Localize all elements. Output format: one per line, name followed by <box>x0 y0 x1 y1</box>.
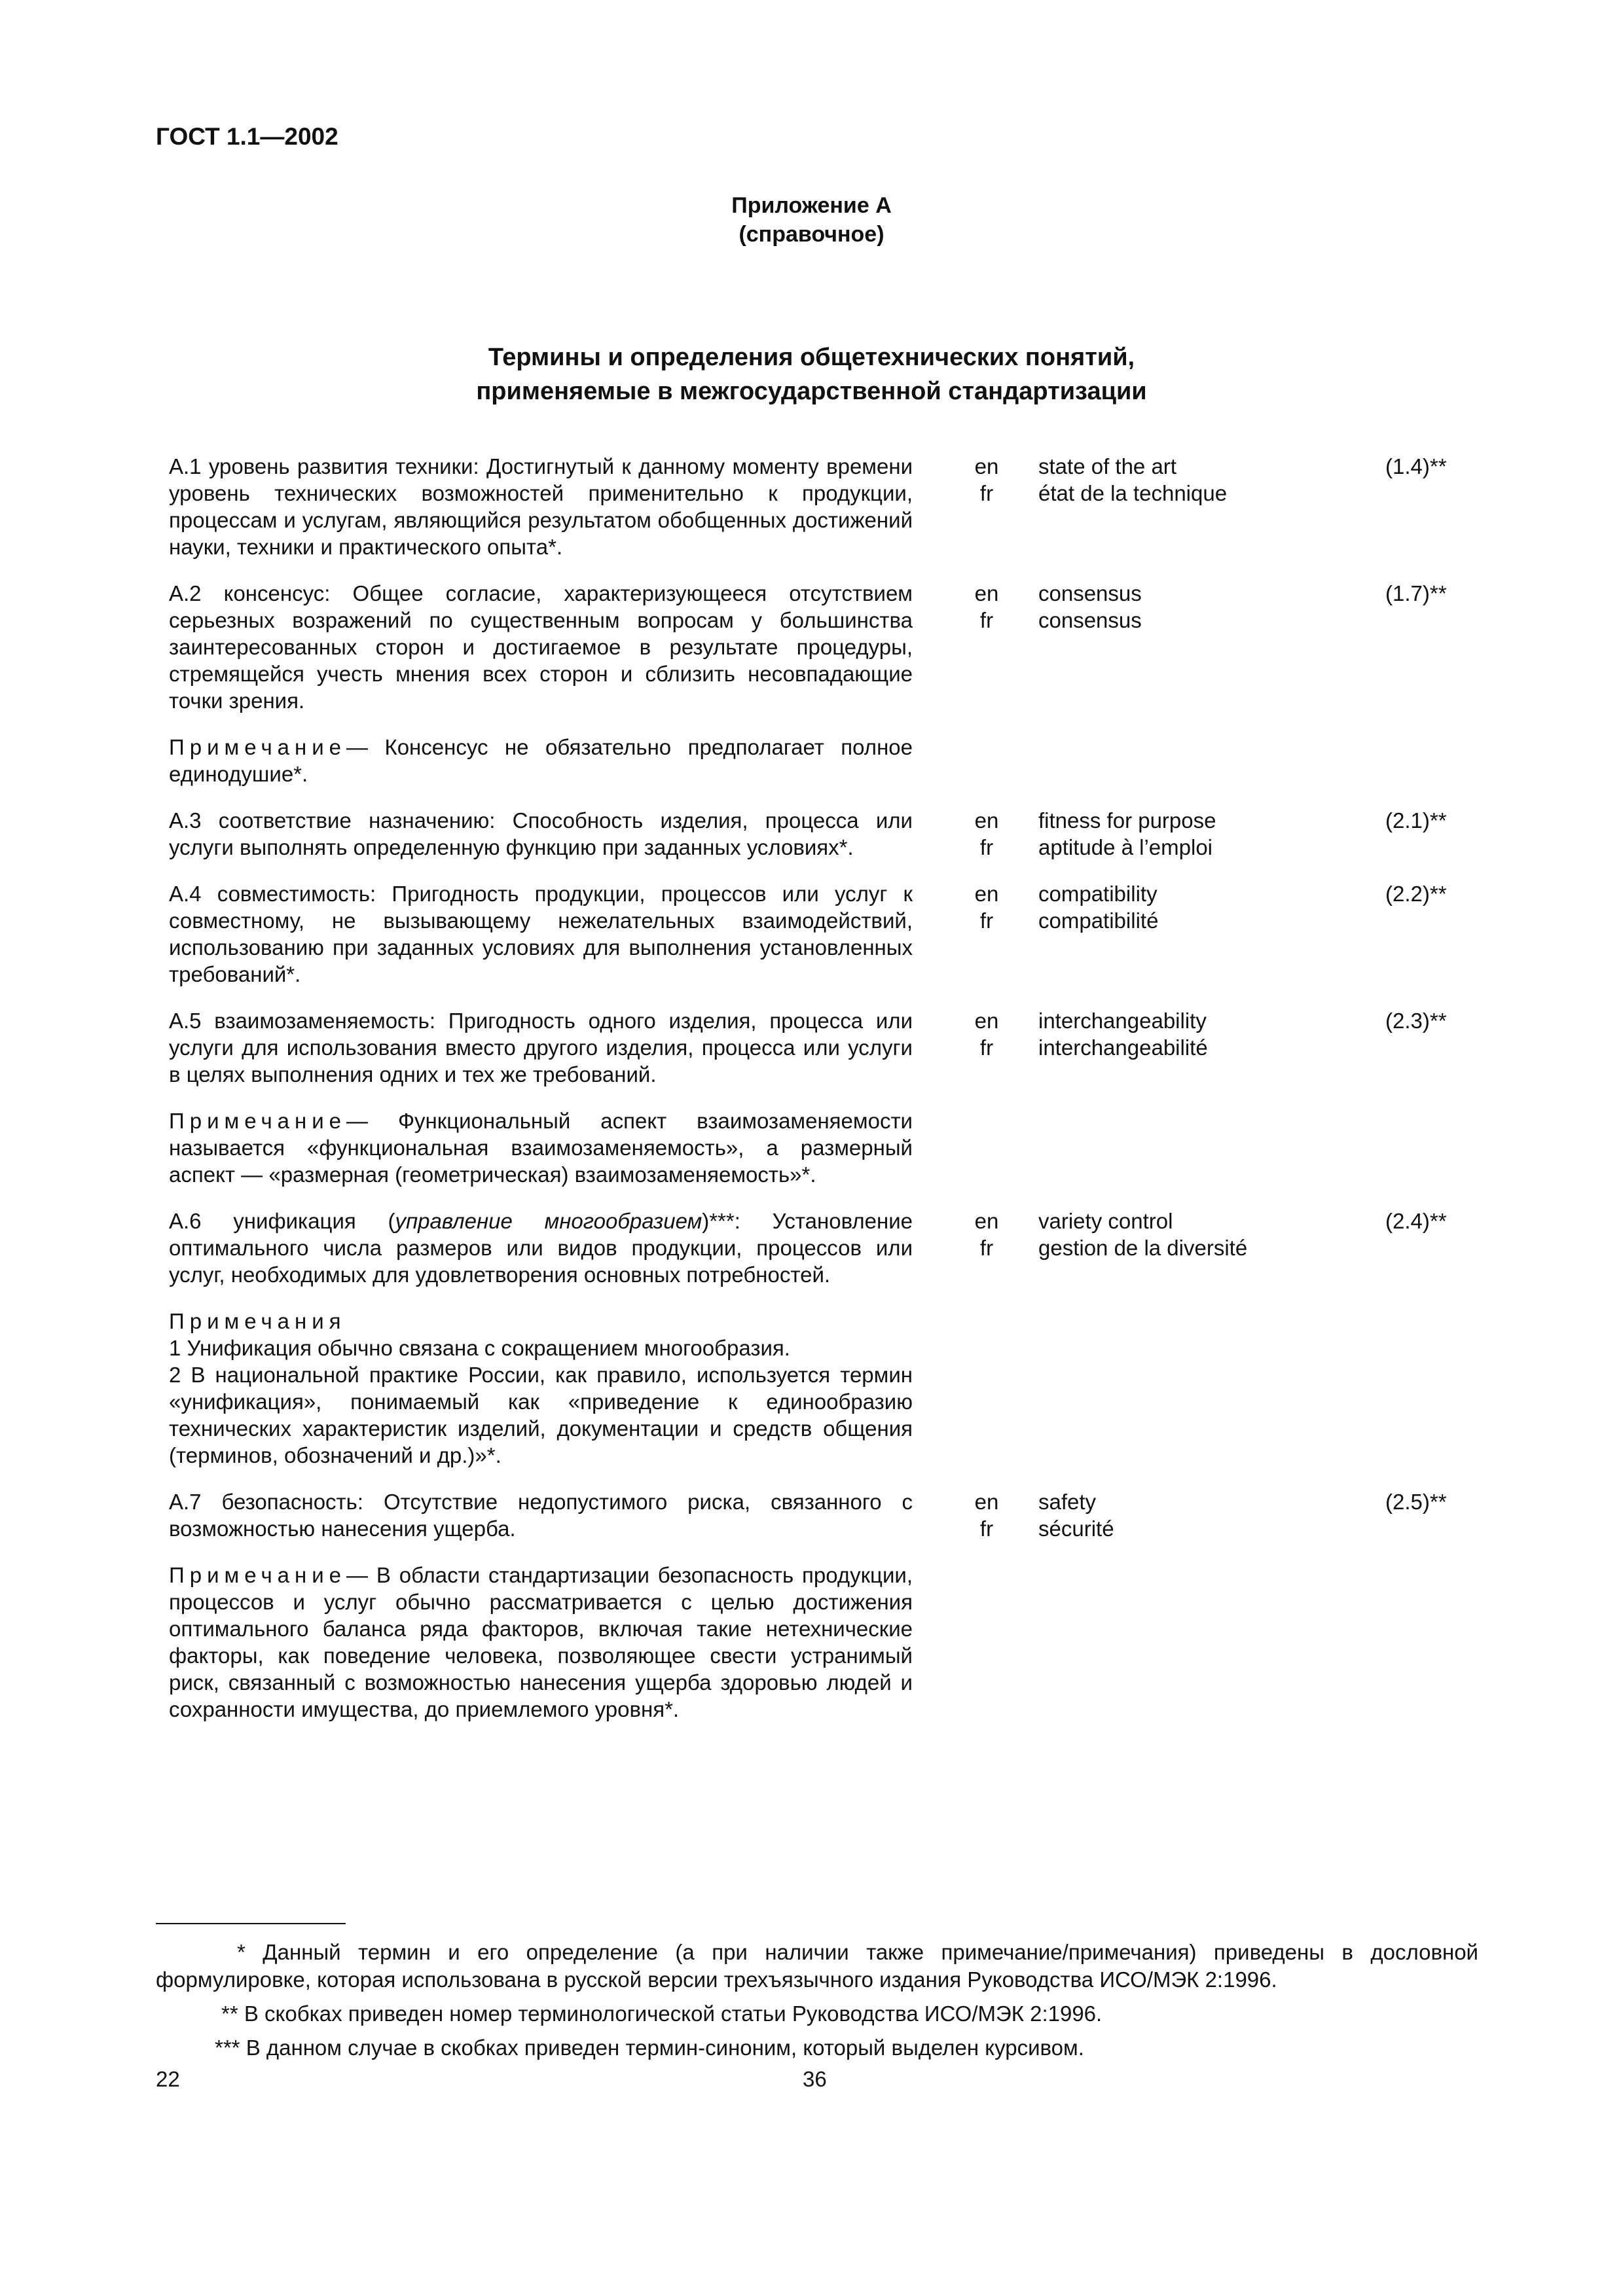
language-codes <box>951 580 1023 634</box>
term-reference: (1.7)** <box>1385 581 1447 605</box>
lang-en: en <box>974 454 999 478</box>
term-entry-a2 <box>169 580 1465 714</box>
language-codes <box>951 1208 1023 1261</box>
term-en: interchangeability <box>1038 1009 1207 1033</box>
appendix-title: Приложение А <box>731 193 892 218</box>
language-codes <box>951 807 1023 861</box>
term-definition: А.2 консенсус: Общее согласие, характеризующееся отсутствием серьезных возражений по существенным вопросам у большинства заинтересованных сторон и достигаемое в результате процедуры, стремящейся учесть мнения всех сторон и сблизить несовпадающие точки зрения. <box>169 581 913 713</box>
notes-label: Примечания <box>169 1309 346 1333</box>
term-fr: gestion de la diversité <box>1038 1236 1248 1260</box>
note-label: Примечание <box>169 1109 347 1133</box>
section-title <box>0 340 1623 408</box>
term-fr: interchangeabilité <box>1038 1035 1208 1060</box>
term-definition: А.7 безопасность: Отсутствие недопустимого риска, связанного с возможностью нанесения ущерба. <box>169 1490 913 1541</box>
term-fr: consensus <box>1038 608 1142 632</box>
term-equivalents <box>1038 580 1379 634</box>
term-reference: (2.2)** <box>1385 882 1447 906</box>
term-equivalents <box>1038 1488 1379 1542</box>
appendix-heading <box>0 191 1623 249</box>
definition-prefix: А.6 унификация ( <box>169 1209 395 1233</box>
lang-en: en <box>974 808 999 833</box>
lang-fr: fr <box>979 908 994 933</box>
lang-en: en <box>974 882 999 906</box>
term-note <box>169 1562 913 1723</box>
term-equivalents <box>1038 453 1379 507</box>
note-text: — В области стандартизации безопасность продукции, процессов и услуг обычно рассматривается с целью достижения оптимального баланса ряда факторов, включая такие нетехнические факторы, как поведение человека, позволяющее свести устранимый риск, связанный с возможностью нанесения ущерба здоровью людей и сохранности имущества, до приемлемого уровня*. <box>169 1563 913 1721</box>
term-en: variety control <box>1038 1209 1173 1233</box>
term-equivalents <box>1038 1208 1379 1261</box>
term-note <box>169 734 913 787</box>
term-entry-a6 <box>169 1208 1465 1288</box>
footnote-2: ** В скобках приведен номер терминологической статьи Руководства ИСО/МЭК 2:1996. <box>221 2001 1103 2026</box>
term-definition: А.5 взаимозаменяемость: Пригодность одного изделия, процесса или услуги для использования вместо другого изделия, процесса или услуги в целях выполнения одних и тех же требований. <box>169 1009 913 1086</box>
term-en: state of the art <box>1038 454 1176 478</box>
term-equivalents <box>1038 807 1379 861</box>
appendix-subtitle: (справочное) <box>739 222 884 247</box>
lang-en: en <box>974 1490 999 1514</box>
term-reference: (2.1)** <box>1385 808 1447 833</box>
lang-fr: fr <box>979 608 994 632</box>
lang-fr: fr <box>979 835 994 859</box>
section-title-line-2: применяемые в межгосударственной стандартизации <box>476 378 1147 405</box>
lang-en: en <box>974 1009 999 1033</box>
term-notes <box>169 1308 913 1469</box>
note-label: Примечание <box>169 735 347 759</box>
term-entry-a1 <box>169 453 1465 560</box>
footnotes <box>156 1939 1478 2068</box>
lang-en: en <box>974 581 999 605</box>
term-entry-a4 <box>169 880 1465 988</box>
note-item-2: 2 В национальной практике России, как правило, используется термин «унификация», понимаемый как «приведение к единообразию технических характеристик изделий, документации и средств общения (терминов, обозначений и др.)»*. <box>169 1363 913 1467</box>
term-reference: (2.4)** <box>1385 1209 1447 1233</box>
language-codes <box>951 880 1023 934</box>
lang-fr: fr <box>979 1236 994 1260</box>
language-codes <box>951 453 1023 507</box>
term-equivalents <box>1038 1007 1379 1061</box>
footnote-1: * Данный термин и его определение (а при наличии также примечание/примечания) приведены в дословной формулировке, которая использована в русской версии трехъязычного издания Руководства ИСО/МЭК 2:1996. <box>156 1940 1478 1992</box>
terms-list <box>169 453 1465 1742</box>
term-en: safety <box>1038 1490 1097 1514</box>
term-en: consensus <box>1038 581 1142 605</box>
lang-en: en <box>974 1209 999 1233</box>
document-code: ГОСТ 1.1—2002 <box>156 123 338 150</box>
note-text: — Консенсус не обязательно предполагает полное единодушие*. <box>169 735 913 786</box>
term-fr: état de la technique <box>1038 481 1228 505</box>
term-entry-a5 <box>169 1007 1465 1088</box>
definition-synonym-italic: управление многообразием <box>395 1209 702 1233</box>
term-definition: А.4 совместимость: Пригодность продукции, процессов или услуг к совместному, не вызывающему нежелательных взаимодействий, использованию при заданных условиях для выполнения установленных требований*. <box>169 882 913 986</box>
term-fr: compatibilité <box>1038 908 1159 933</box>
section-title-line-1: Термины и определения общетехнических понятий, <box>488 344 1135 371</box>
term-equivalents <box>1038 880 1379 934</box>
term-en: fitness for purpose <box>1038 808 1216 833</box>
lang-fr: fr <box>979 1035 994 1060</box>
definition-suffix: )***: Установление оптимального числа размеров или видов продукции, процессов или услуг, необходимых для удовлетворения основных потребностей. <box>169 1209 913 1287</box>
footnote-divider <box>156 1923 346 1924</box>
note-text: — Функциональный аспект взаимозаменяемости называется «функциональная взаимозаменяемость», а размерный аспект — «размерная (геометрическая) взаимозаменяемость»*. <box>169 1109 913 1187</box>
term-reference: (2.5)** <box>1385 1490 1447 1514</box>
note-label: Примечание <box>169 1563 347 1587</box>
term-definition: А.3 соответствие назначению: Способность изделия, процесса или услуги выполнять определенную функцию при заданных условиях*. <box>169 808 913 859</box>
term-fr: aptitude à l’emploi <box>1038 835 1213 859</box>
term-entry-a7 <box>169 1488 1465 1542</box>
footnote-3: *** В данном случае в скобках приведен термин-синоним, который выделен курсивом. <box>215 2036 1084 2060</box>
term-definition: А.1 уровень развития техники: Достигнутый к данному моменту времени уровень технических возможностей применительно к продукции, процессам и услугам, являющийся результатом обобщенных достижений науки, техники и практического опыта*. <box>169 454 913 559</box>
term-reference: (1.4)** <box>1385 454 1447 478</box>
lang-fr: fr <box>979 1516 994 1541</box>
page-number-left: 22 <box>156 2067 180 2091</box>
term-reference: (2.3)** <box>1385 1009 1447 1033</box>
note-item-1: 1 Унификация обычно связана с сокращением многообразия. <box>169 1336 790 1360</box>
page-number-center: 36 <box>803 2067 827 2091</box>
language-codes <box>951 1007 1023 1061</box>
lang-fr: fr <box>979 481 994 505</box>
term-definition <box>169 1208 913 1288</box>
language-codes <box>951 1488 1023 1542</box>
term-fr: sécurité <box>1038 1516 1114 1541</box>
term-en: compatibility <box>1038 882 1158 906</box>
term-note <box>169 1107 913 1188</box>
term-entry-a3 <box>169 807 1465 861</box>
